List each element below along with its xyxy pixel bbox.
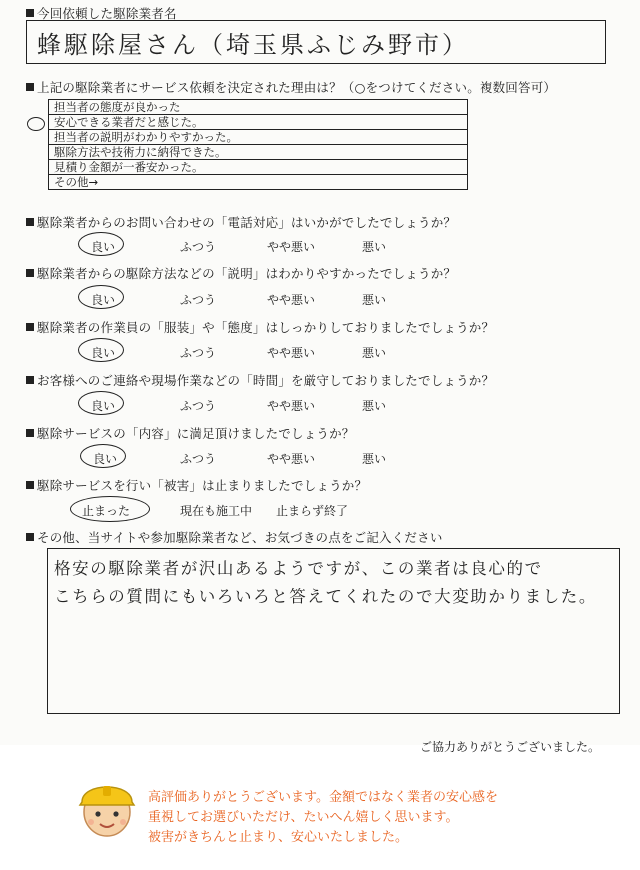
reason-label: 安心できる業者だと感じた。 bbox=[49, 115, 468, 130]
bullet-square-icon bbox=[26, 83, 34, 91]
company-header: 今回依頼した駆除業者名 bbox=[26, 4, 177, 22]
option-bad[interactable]: 悪い bbox=[362, 346, 387, 360]
comment-box bbox=[47, 548, 620, 714]
option-normal[interactable]: ふつう bbox=[180, 399, 217, 413]
bullet-square-icon bbox=[26, 481, 34, 489]
question-damage: 駆除サービスを行い「被害」は止まりましたでしょうか？ bbox=[26, 476, 367, 494]
reason-question: 上記の駆除業者にサービス依頼を決定された理由は？（○をつけてください。複数回答可） bbox=[26, 78, 556, 96]
bullet-square-icon bbox=[26, 376, 34, 384]
option-good[interactable]: 良い bbox=[91, 240, 116, 254]
option-good[interactable]: 良い bbox=[91, 346, 116, 360]
company-name-box bbox=[26, 20, 606, 64]
option-bad[interactable]: 悪い bbox=[362, 240, 387, 254]
reason-label: 駆除方法や技術力に納得できた。 bbox=[49, 145, 468, 160]
option-bad[interactable]: 悪い bbox=[362, 399, 387, 413]
reason-label: 担当者の説明がわかりやすかった。 bbox=[49, 130, 468, 145]
option-not-stopped[interactable]: 止まらず終了 bbox=[276, 504, 349, 518]
reply-line: 重視してお選びいただけ、たいへん嬉しく思います。 bbox=[148, 810, 459, 825]
bullet-square-icon bbox=[26, 218, 34, 226]
reason-row[interactable] bbox=[49, 175, 468, 190]
option-somewhat-bad[interactable]: やや悪い bbox=[267, 452, 316, 466]
comment-line: 格安の駆除業者が沢山あるようですが、この業者は良心的で bbox=[54, 559, 543, 578]
question-content: 駆除サービスの「内容」に満足頂けましたでしょうか？ bbox=[26, 424, 355, 442]
question-attire: 駆除業者の作業員の「服装」や「態度」はしっかりしておりましたでしょうか？ bbox=[26, 318, 494, 336]
option-somewhat-bad[interactable]: やや悪い bbox=[267, 399, 316, 413]
comment-question: その他、当サイトや参加駆除業者など、お気づきの点をご記入ください bbox=[26, 528, 443, 546]
option-normal[interactable]: ふつう bbox=[180, 240, 217, 254]
bullet-square-icon bbox=[26, 323, 34, 331]
reason-label: その他→ bbox=[49, 175, 468, 190]
option-somewhat-bad[interactable]: やや悪い bbox=[267, 240, 316, 254]
selected-reason-circle bbox=[27, 117, 45, 131]
option-good[interactable]: 良い bbox=[93, 452, 118, 466]
option-bad[interactable]: 悪い bbox=[362, 452, 387, 466]
option-bad[interactable]: 悪い bbox=[362, 293, 387, 307]
bullet-square-icon bbox=[26, 533, 34, 541]
question-explanation: 駆除業者からの駆除方法などの「説明」はわかりやすかったでしょうか？ bbox=[26, 264, 456, 282]
option-somewhat-bad[interactable]: やや悪い bbox=[267, 293, 316, 307]
reply-line: 高評価ありがとうございます。金額ではなく業者の安心感を bbox=[148, 790, 498, 805]
company-name-handwritten: 蜂駆除屋さん（埼玉県ふじみ野市） bbox=[37, 31, 469, 59]
option-somewhat-bad[interactable]: やや悪い bbox=[267, 346, 316, 360]
bullet-square-icon bbox=[26, 9, 34, 17]
reason-row[interactable] bbox=[49, 130, 468, 145]
reply-line: 被害がきちんと止まり、安心いたしました。 bbox=[148, 830, 409, 845]
question-time: お客様へのご連絡や現場作業などの「時間」を厳守しておりましたでしょうか？ bbox=[26, 371, 494, 389]
question-phone: 駆除業者からのお問い合わせの「電話対応」はいかがでしたでしょうか？ bbox=[26, 213, 456, 231]
reason-row[interactable] bbox=[49, 160, 468, 175]
reasons-table bbox=[48, 99, 468, 190]
option-normal[interactable]: ふつう bbox=[180, 452, 217, 466]
option-stopped[interactable]: 止まった bbox=[82, 504, 131, 518]
option-good[interactable]: 良い bbox=[91, 293, 116, 307]
worker-mascot-icon bbox=[76, 772, 138, 844]
reason-label: 担当者の態度が良かった bbox=[49, 100, 468, 115]
thanks-text: ご協力ありがとうございました。 bbox=[420, 740, 601, 754]
bullet-square-icon bbox=[26, 429, 34, 437]
option-normal[interactable]: ふつう bbox=[180, 293, 217, 307]
reason-label: 見積り金額が一番安かった。 bbox=[49, 160, 468, 175]
reason-row[interactable] bbox=[49, 115, 468, 130]
option-in-progress[interactable]: 現在も施工中 bbox=[180, 504, 253, 518]
reason-row[interactable] bbox=[49, 145, 468, 160]
comment-line: こちらの質問にもいろいろと答えてくれたので大変助かりました。 bbox=[54, 587, 597, 606]
option-normal[interactable]: ふつう bbox=[180, 346, 217, 360]
option-good[interactable]: 良い bbox=[91, 399, 116, 413]
bullet-square-icon bbox=[26, 269, 34, 277]
reason-row[interactable] bbox=[49, 100, 468, 115]
